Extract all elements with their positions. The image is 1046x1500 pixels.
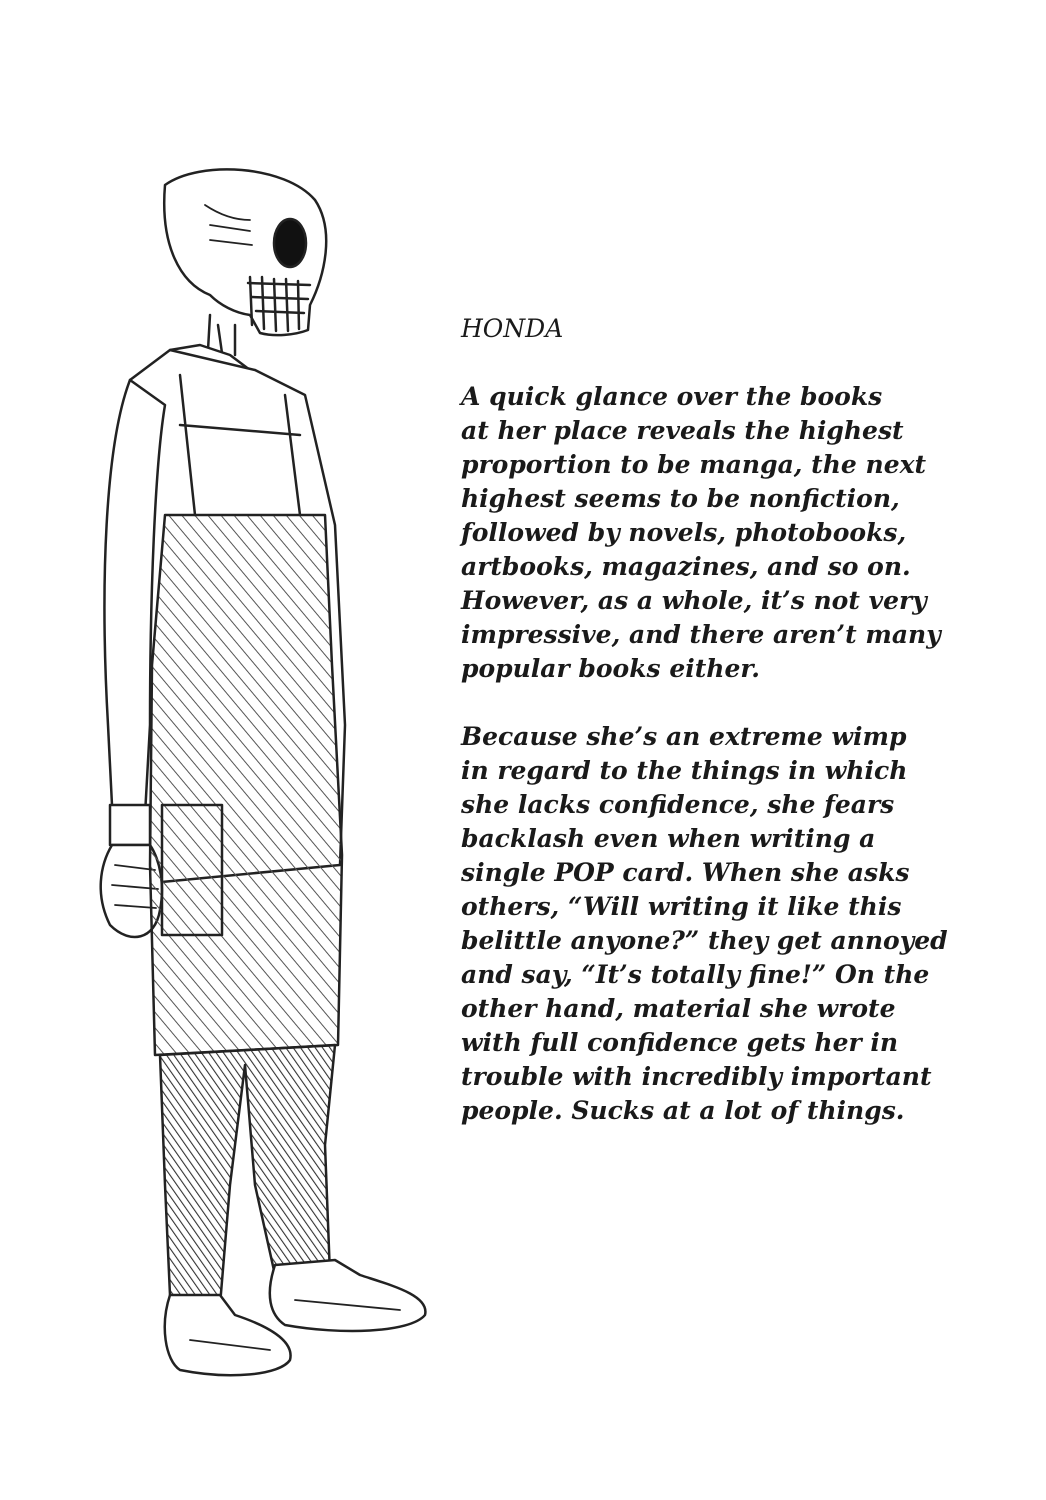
- character-profile-text: [461, 312, 1021, 1162]
- text-line: popular books either.: [461, 654, 760, 683]
- text-line: in regard to the things in which: [461, 756, 908, 785]
- shoe-front: [270, 1260, 426, 1331]
- cuff: [110, 805, 150, 845]
- text-line: single POP card. When she asks: [461, 858, 910, 887]
- profile-paragraph-2: [461, 720, 1021, 1128]
- text-line: belittle anyone?” they get annoyed: [461, 926, 948, 955]
- text-line: backlash even when writing a: [461, 824, 876, 853]
- text-line: with full confidence gets her in: [461, 1028, 899, 1057]
- text-line: at her place reveals the highest: [461, 416, 904, 445]
- eye-socket: [274, 219, 306, 267]
- text-line: trouble with incredibly important: [461, 1062, 932, 1091]
- text-line: people. Sucks at a lot of things.: [461, 1096, 905, 1125]
- text-line: highest seems to be nonfiction,: [461, 484, 900, 513]
- text-line: she lacks confidence, she fears: [461, 790, 895, 819]
- profile-paragraph-1: [461, 380, 1021, 686]
- text-line: other hand, material she wrote: [461, 994, 896, 1023]
- skeleton-character-illustration: [70, 165, 450, 1395]
- text-line: Because she’s an extreme wimp: [461, 722, 907, 751]
- text-line: However, as a whole, it’s not very: [461, 586, 927, 615]
- text-line: and say, “It’s totally fine!” On the: [461, 960, 930, 989]
- text-line: others, “Will writing it like this: [461, 892, 902, 921]
- text-line: A quick glance over the books: [461, 382, 883, 411]
- apron: [150, 515, 342, 1055]
- text-line: artbooks, magazines, and so on.: [461, 552, 911, 581]
- text-line: impressive, and there aren’t many: [461, 620, 941, 649]
- text-line: followed by novels, photobooks,: [461, 518, 907, 547]
- character-name: HONDA: [461, 314, 564, 343]
- text-line: proportion to be manga, the next: [461, 450, 927, 479]
